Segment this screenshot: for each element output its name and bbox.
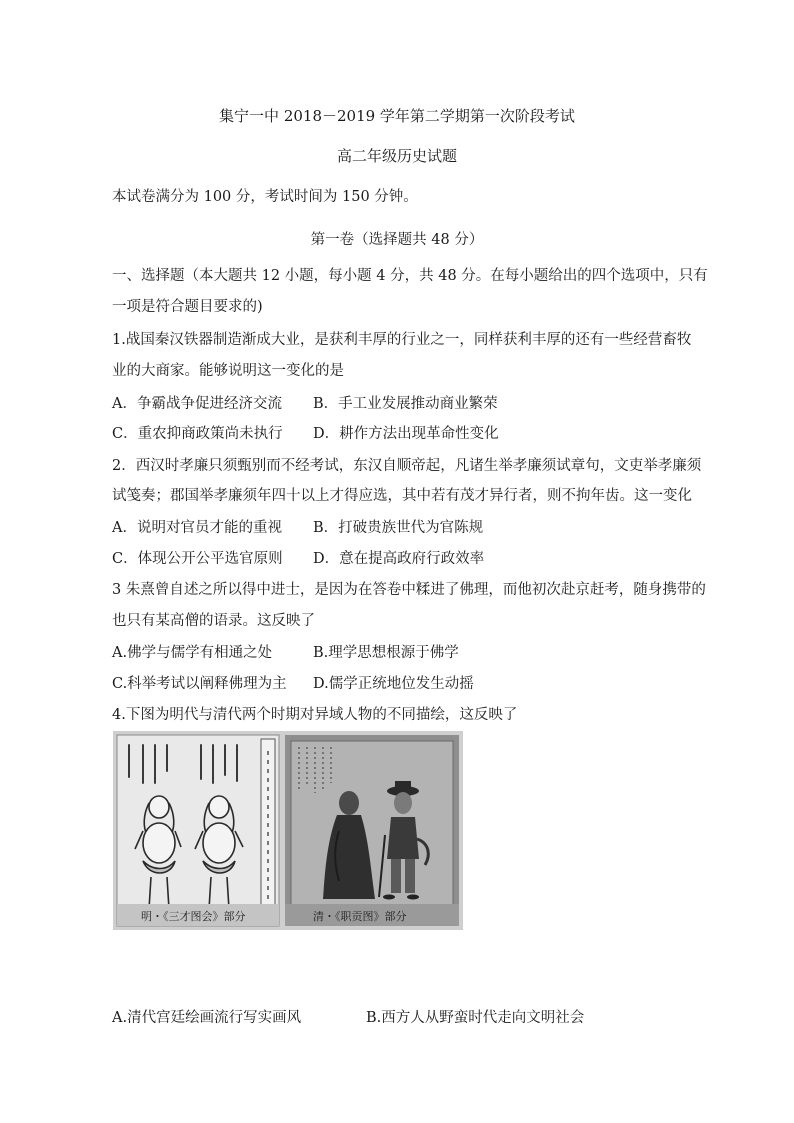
- question-3-stem-line-2: 也只有某高僧的语录。这反映了: [112, 613, 315, 629]
- question-2-option-a: A．说明对官员才能的重视: [112, 520, 282, 536]
- question-1-option-c: C．重农抑商政策尚未执行: [112, 426, 283, 442]
- qing-illustration-panel: [285, 735, 459, 926]
- section-instructions-line-1: 一、选择题（本大题共 12 小题，每小题 4 分，共 48 分。在每小题给出的四个选项中，只有: [112, 268, 708, 284]
- question-4-figure: [113, 731, 463, 930]
- question-1-stem-line-2: 业的大商家。能够说明这一变化的是: [112, 363, 344, 379]
- figure-caption-ming: 明・《三才图会》部分: [141, 910, 246, 923]
- section-title: 第一卷（选择题共 48 分）: [310, 232, 484, 248]
- section-instructions-line-2: 一项是符合题目要求的): [112, 299, 263, 315]
- question-1-option-d: D．耕作方法出现革命性变化: [313, 426, 499, 442]
- question-4-option-b: B.西方人从野蛮时代走向文明社会: [366, 1010, 585, 1026]
- question-1-option-b: B．手工业发展推动商业繁荣: [313, 396, 498, 412]
- question-3-option-c: C.科举考试以阐释佛理为主: [112, 676, 287, 692]
- question-3-option-a: A.佛学与儒学有相通之处: [112, 645, 273, 661]
- question-2-option-d: D．意在提高政府行政效率: [313, 551, 485, 567]
- question-1-stem-line-1: 1.战国秦汉铁器制造渐成大业，是获利丰厚的行业之一，同样获利丰厚的还有一些经营畜牧: [112, 332, 692, 348]
- exam-intro: 本试卷满分为 100 分，考试时间为 150 分钟。: [112, 189, 418, 205]
- question-4-option-a: A.清代宫廷绘画流行写实画风: [112, 1010, 302, 1026]
- figure-caption-qing: 清・《职贡图》部分: [313, 910, 407, 923]
- question-1-option-a: A．争霸战争促进经济交流: [112, 396, 282, 412]
- exam-title: 集宁一中 2018－2019 学年第二学期第一次阶段考试: [219, 107, 575, 125]
- question-3-stem-line-1: 3 朱熹曾自述之所以得中进士，是因为在答卷中糅进了佛理，而他初次赴京赶考，随身携带的: [112, 582, 706, 598]
- question-2-option-b: B．打破贵族世代为官陈规: [313, 520, 484, 536]
- question-3-option-d: D.儒学正统地位发生动摇: [313, 676, 474, 692]
- ming-illustration-panel: [117, 735, 279, 926]
- question-4-stem-line-1: 4.下图为明代与清代两个时期对异域人物的不同描绘，这反映了: [112, 707, 518, 723]
- question-2-stem-line-1: 2．西汉时孝廉只须甄别而不经考试，东汉自顺帝起，凡诸生举孝廉须试章句，文吏举孝廉须: [112, 458, 702, 474]
- question-3-option-b: B.理学思想根源于佛学: [313, 645, 459, 661]
- question-2-stem-line-2: 试笺奏；郡国举孝廉须年四十以上才得应选，其中若有茂才异行者，则不拘年齿。这一变化: [112, 488, 692, 504]
- question-2-option-c: C．体现公开公平选官原则: [112, 551, 283, 567]
- exam-subtitle: 高二年级历史试题: [336, 147, 457, 165]
